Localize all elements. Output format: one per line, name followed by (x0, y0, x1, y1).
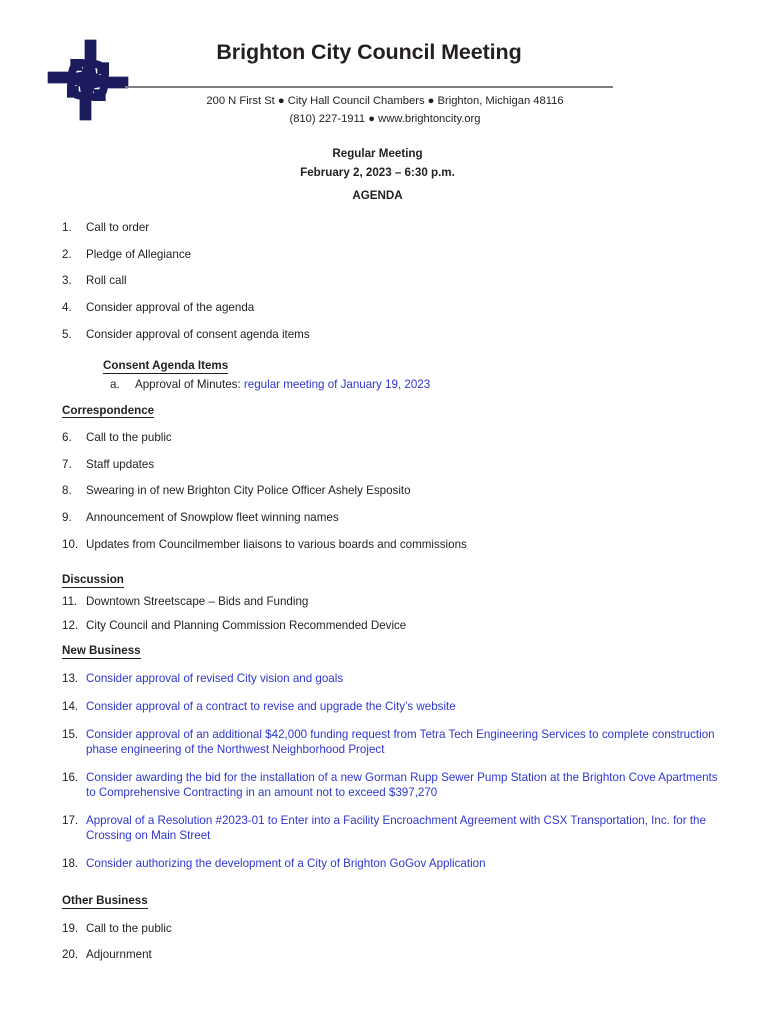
item-text: Call to the public (86, 921, 172, 935)
item-text-link[interactable]: Consider approval of a contract to revise and upgrade the City’s website (86, 699, 456, 713)
section-heading-label: Other Business (62, 894, 148, 908)
consent-item-minutes-link[interactable]: regular meeting of January 19, 2023 (243, 377, 431, 391)
section-heading-label: Discussion (62, 573, 124, 587)
item-text: Adjournment (86, 948, 152, 962)
agenda-item-1 (0, 220, 770, 235)
item-number: 2. (62, 247, 72, 261)
item-text: Call to the public (86, 431, 172, 444)
letterhead (0, 0, 770, 140)
item-text-link[interactable]: Consider approval of an additional $42,000 funding request from Tetra Tech Engineering Services to complete construction phase engineering of the Northwest Neighborhood Project (86, 727, 715, 756)
section-heading-label: Correspondence (62, 403, 155, 417)
item-text: Downtown Streetscape – Bids and Funding (86, 594, 309, 608)
address-block (125, 92, 645, 128)
section-heading-label: New Business (62, 644, 141, 658)
item-number: 18. (62, 857, 79, 871)
agenda-item-3 (0, 273, 770, 288)
item-number: 9. (62, 510, 72, 524)
address-line-1: 200 N First St ● City Hall Council Chambers ● Brighton, Michigan 48116 (206, 95, 564, 107)
item-text: Staff updates (86, 457, 155, 471)
section-heading-new-business (0, 644, 770, 658)
address-line-2: (810) 227-1911 ● www.brightoncity.org (289, 113, 481, 126)
item-number: 7. (62, 457, 72, 471)
agenda-item-15[interactable] (0, 727, 770, 757)
consent-agenda-heading-label: Consent Agenda Items (103, 359, 229, 373)
agenda-item-20 (0, 947, 770, 962)
item-number: 12. (62, 618, 79, 632)
agenda-item-8 (0, 483, 770, 498)
agenda-item-4 (0, 300, 770, 315)
city-of-brighton-pinwheel-logo-icon (46, 36, 130, 124)
agenda-item-5 (0, 327, 770, 342)
item-number: 8. (62, 484, 72, 498)
spacer (0, 563, 770, 573)
agenda-heading: AGENDA (352, 189, 403, 202)
spacer (0, 884, 770, 894)
meeting-meta (125, 144, 630, 183)
section-heading-correspondence (0, 404, 770, 418)
document-title-block (125, 40, 613, 65)
item-text: Pledge of Allegiance (86, 247, 192, 261)
agenda-item-13[interactable] (0, 671, 770, 686)
agenda-item-16[interactable] (0, 770, 770, 800)
item-number: 17. (62, 814, 79, 828)
page-title: Brighton City Council Meeting (216, 40, 522, 64)
item-number: 19. (62, 921, 79, 935)
agenda-item-2 (0, 247, 770, 262)
item-text: Announcement of Snowplow fleet winning names (86, 510, 339, 524)
item-number: 1. (62, 221, 72, 234)
meeting-datetime: February 2, 2023 – 6:30 p.m. (300, 166, 455, 180)
item-text-link[interactable]: Approval of a Resolution #2023-01 to Enter into a Facility Encroachment Agreement with CSX Transportation, Inc. for the Crossing on Main Street (86, 814, 706, 843)
item-text: Roll call (86, 274, 127, 288)
item-number: 5. (62, 327, 72, 341)
item-number: 6. (62, 431, 72, 444)
item-text-link[interactable]: Consider awarding the bid for the installation of a new Gorman Rupp Sewer Pump Station at the Brighton Cove Apartments to Comprehensive Contracting in an amount not to exceed $397,270 (86, 770, 718, 799)
item-number: 15. (62, 727, 79, 741)
agenda-item-6 (0, 430, 770, 445)
agenda-item-10 (0, 537, 770, 552)
item-text: Call to order (86, 221, 150, 234)
item-number: 16. (62, 770, 79, 784)
section-heading-other-business (0, 894, 770, 908)
consent-item-label: Approval of Minutes: (135, 377, 241, 391)
agenda-item-18[interactable] (0, 856, 770, 871)
agenda-item-19 (0, 921, 770, 936)
header-divider (125, 86, 613, 88)
item-number: 13. (62, 671, 79, 685)
item-text: Updates from Councilmember liaisons to various boards and commissions (86, 537, 467, 551)
agenda-item-9 (0, 510, 770, 525)
consent-item-letter: a. (110, 377, 120, 391)
section-heading-discussion (0, 573, 770, 587)
item-number: 14. (62, 699, 79, 713)
agenda-item-list (0, 220, 770, 974)
agenda-item-7 (0, 457, 770, 472)
consent-agenda-heading (0, 359, 770, 373)
agenda-item-12 (0, 618, 770, 633)
item-text-link[interactable]: Consider approval of revised City vision and goals (86, 671, 344, 685)
agenda-item-14[interactable] (0, 699, 770, 714)
item-text-link[interactable]: Consider authorizing the development of a City of Brighton GoGov Application (86, 857, 486, 871)
item-number: 3. (62, 274, 72, 288)
agenda-item-11 (0, 594, 770, 609)
item-text: City Council and Planning Commission Recommended Device (86, 618, 407, 632)
item-number: 11. (62, 594, 78, 608)
item-text: Consider approval of consent agenda items (86, 327, 310, 341)
item-number: 20. (62, 948, 79, 962)
item-number: 4. (62, 300, 72, 314)
item-text: Swearing in of new Brighton City Police Officer Ashely Esposito (86, 484, 411, 498)
meeting-type: Regular Meeting (332, 147, 423, 160)
consent-agenda-item-a (0, 377, 770, 392)
item-number: 10. (62, 537, 79, 551)
item-text: Consider approval of the agenda (86, 300, 255, 314)
agenda-item-17[interactable] (0, 813, 770, 843)
